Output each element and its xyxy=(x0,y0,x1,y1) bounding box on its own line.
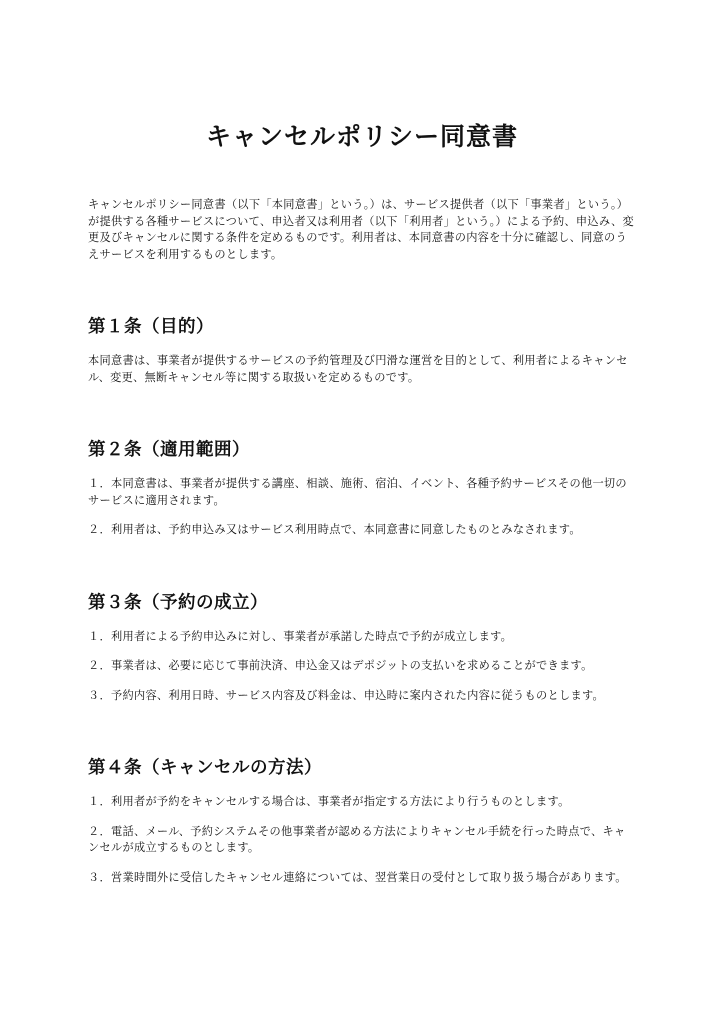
intro-paragraph: キャンセルポリシー同意書（以下「本同意書」という。）は、サービス提供者（以下「事業者」という。）が提供する各種サービスについて、申込者又は利用者（以下「利用者」という。）による予約、申込み、変更及びキャンセルに関する条件を定めるものです。利用者は、本同意書の内容を十分に確認し、同意のうえサービスを利用するものとします。 xyxy=(88,198,635,261)
article-paragraph: ２．利用者は、予約申込み又はサービス利用時点で、本同意書に同意したものとみなされます。 xyxy=(88,523,581,536)
article-paragraph: １．本同意書は、事業者が提供する講座、相談、施術、宿泊、イベント、各種予約サービスその他一切のサービスに適用されます。 xyxy=(88,477,627,507)
article-paragraph: ２．電話、メール、予約システムその他事業者が認める方法によりキャンセル手続を行った時点で、キャンセルが成立するものとします。 xyxy=(88,824,626,854)
article-paragraph: ３．予約内容、利用日時、サービス内容及び料金は、申込時に案内された内容に従うものとします。 xyxy=(88,688,605,702)
article-body xyxy=(88,353,636,386)
article-paragraph: 本同意書は、事業者が提供するサービスの予約管理及び円滑な運営を目的として、利用者によるキャンセル、変更、無断キャンセル等に関する取扱いを定めるものです。 xyxy=(88,354,628,384)
article-body xyxy=(88,476,636,539)
article-4 xyxy=(88,756,636,886)
article-body xyxy=(88,794,636,886)
article-paragraph: １．利用者が予約をキャンセルする場合は、事業者が指定する方法により行うものとします。 xyxy=(88,795,570,808)
article-1 xyxy=(88,315,636,386)
document-title: キャンセルポリシー同意書 xyxy=(205,122,518,151)
article-heading: 第３条（予約の成立） xyxy=(88,592,268,613)
article-paragraph: ２．事業者は、必要に応じて事前決済、申込金又はデポジットの支払いを求めることができます。 xyxy=(88,659,593,672)
article-heading: 第１条（目的） xyxy=(88,317,214,337)
article-paragraph: １．利用者による予約申込みに対し、事業者が承諾した時点で予約が成立します。 xyxy=(88,629,513,643)
article-2 xyxy=(88,438,636,539)
article-3 xyxy=(88,591,636,705)
article-heading: 第４条（キャンセルの方法） xyxy=(88,758,322,778)
article-body xyxy=(88,629,636,705)
article-paragraph: ３．営業時間外に受信したキャンセル連絡については、翌営業日の受付として取り扱う場合があります。 xyxy=(88,870,627,884)
article-heading: 第２条（適用範囲） xyxy=(88,440,250,460)
